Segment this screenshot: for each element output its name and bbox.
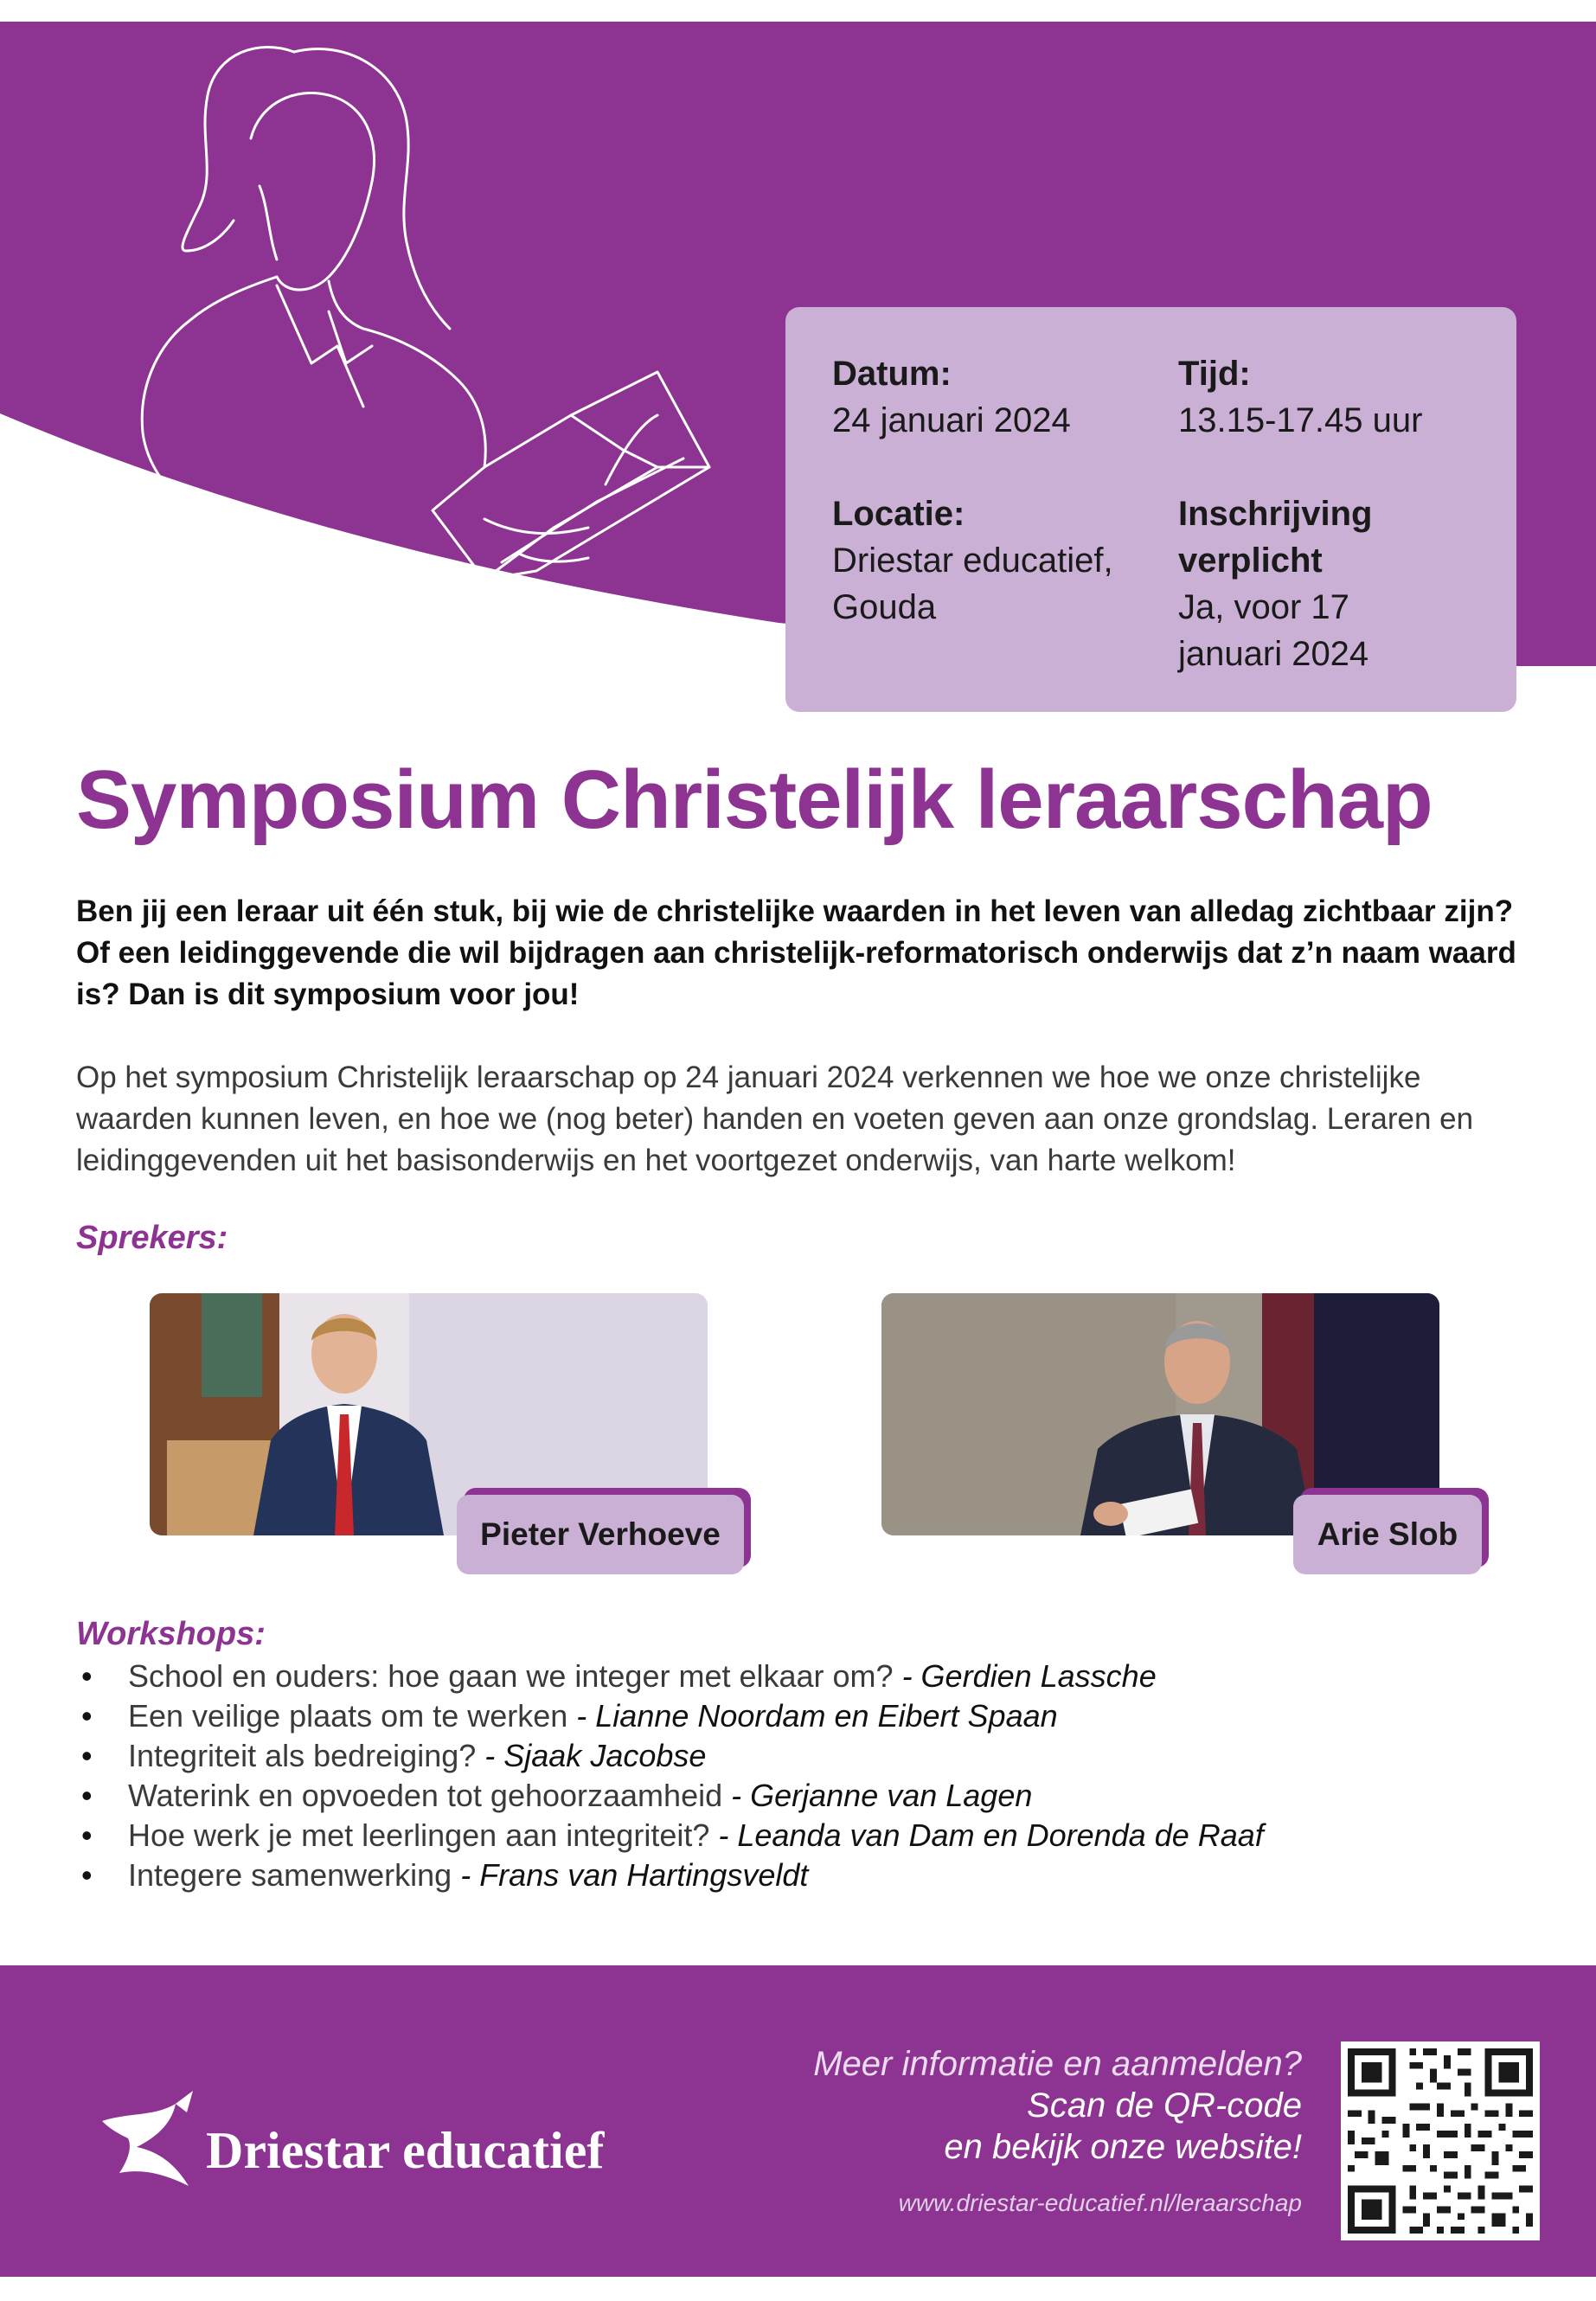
- workshop-topic: Integere samenwerking: [128, 1857, 452, 1893]
- call-to-action: [813, 2043, 1302, 2218]
- body-paragraph: Op het symposium Christelijk leraarschap op 24 januari 2024 verkennen we hoe we onze christelijke waarden kunnen leven, en hoe we (nog beter) handen en voeten geven aan onze grondslag. Leraren en leidinggevenden uit het basisonderwijs en het voortgezet onderwijs, van harte welkom!: [76, 1061, 1474, 1177]
- location-line2: Gouda: [832, 588, 937, 626]
- location-line1: Driestar educatief,: [832, 542, 1113, 580]
- workshop-speaker: - Sjaak Jacobse: [476, 1738, 707, 1773]
- speakers-heading: Sprekers:: [76, 1220, 228, 1256]
- workshop-list: [76, 1657, 1547, 1895]
- workshop-topic: Integriteit als bedreiging?: [128, 1738, 477, 1773]
- page-title: Symposium Christelijk leraarschap: [76, 753, 1433, 846]
- intro-paragraph: Ben jij een leraar uit één stuk, bij wie de christelijke waarden in het leven van alledag zichtbaar zijn? Of een leidinggevende die wil bijdragen aan christelijk-reformatorisch onderwijs dat z’n naam waard is? Dan is dit symposium voor jou!: [76, 894, 1516, 1011]
- bottom-margin: [0, 2277, 1596, 2301]
- info-column-left: [832, 350, 1144, 631]
- workshop-topic: Een veilige plaats om te werken: [128, 1698, 568, 1734]
- workshops-heading: Workshops:: [76, 1616, 266, 1652]
- date-label: Datum:: [832, 355, 952, 393]
- driestar-logo-icon: [93, 2086, 197, 2190]
- list-item: [76, 1736, 1547, 1776]
- list-item: [76, 1856, 1547, 1895]
- qr-code[interactable]: [1341, 2041, 1540, 2240]
- workshop-speaker: - Gerdien Lassche: [893, 1658, 1157, 1694]
- list-item: [76, 1696, 1547, 1736]
- workshop-topic: Hoe werk je met leerlingen aan integriteit?: [128, 1817, 710, 1853]
- website-link[interactable]: www.driestar-educatief.nl/leraarschap: [898, 2189, 1302, 2216]
- workshop-speaker: - Frans van Hartingsveldt: [452, 1857, 809, 1893]
- speaker-name-tag-1: Pieter Verhoeve: [457, 1495, 744, 1574]
- time-value: 13.15-17.45 uur: [1178, 401, 1423, 439]
- cta-line-1: Meer informatie en aanmelden?: [813, 2045, 1302, 2083]
- speaker-name-tag-2: Arie Slob: [1293, 1495, 1482, 1574]
- time-label: Tijd:: [1178, 355, 1251, 393]
- footer-band: [0, 1965, 1596, 2277]
- registration-label-line2: verplicht: [1178, 542, 1323, 580]
- workshop-speaker: - Leanda van Dam en Dorenda de Raaf: [709, 1817, 1264, 1853]
- registration-value-line2: januari 2024: [1178, 635, 1369, 673]
- workshop-speaker: - Lianne Noordam en Eibert Spaan: [567, 1698, 1058, 1734]
- logo-wordmark: Driestar educatief: [206, 2122, 605, 2179]
- list-item: [76, 1657, 1547, 1696]
- cta-line-3: en bekijk onze website!: [944, 2128, 1302, 2166]
- registration-value-line1: Ja, voor 17: [1178, 588, 1349, 626]
- registration-label-line1: Inschrijving: [1178, 495, 1373, 533]
- info-column-right: [1178, 350, 1490, 677]
- workshop-topic: School en ouders: hoe gaan we integer met elkaar om?: [128, 1658, 894, 1694]
- workshop-speaker: - Gerjanne van Lagen: [722, 1778, 1033, 1813]
- workshop-topic: Waterink en opvoeden tot gehoorzaamheid: [128, 1778, 723, 1813]
- list-item: [76, 1776, 1547, 1816]
- location-label: Locatie:: [832, 495, 965, 533]
- list-item: [76, 1816, 1547, 1856]
- date-value: 24 januari 2024: [832, 401, 1071, 439]
- event-info-card: [785, 307, 1516, 712]
- cta-line-2: Scan de QR-code: [1027, 2086, 1302, 2125]
